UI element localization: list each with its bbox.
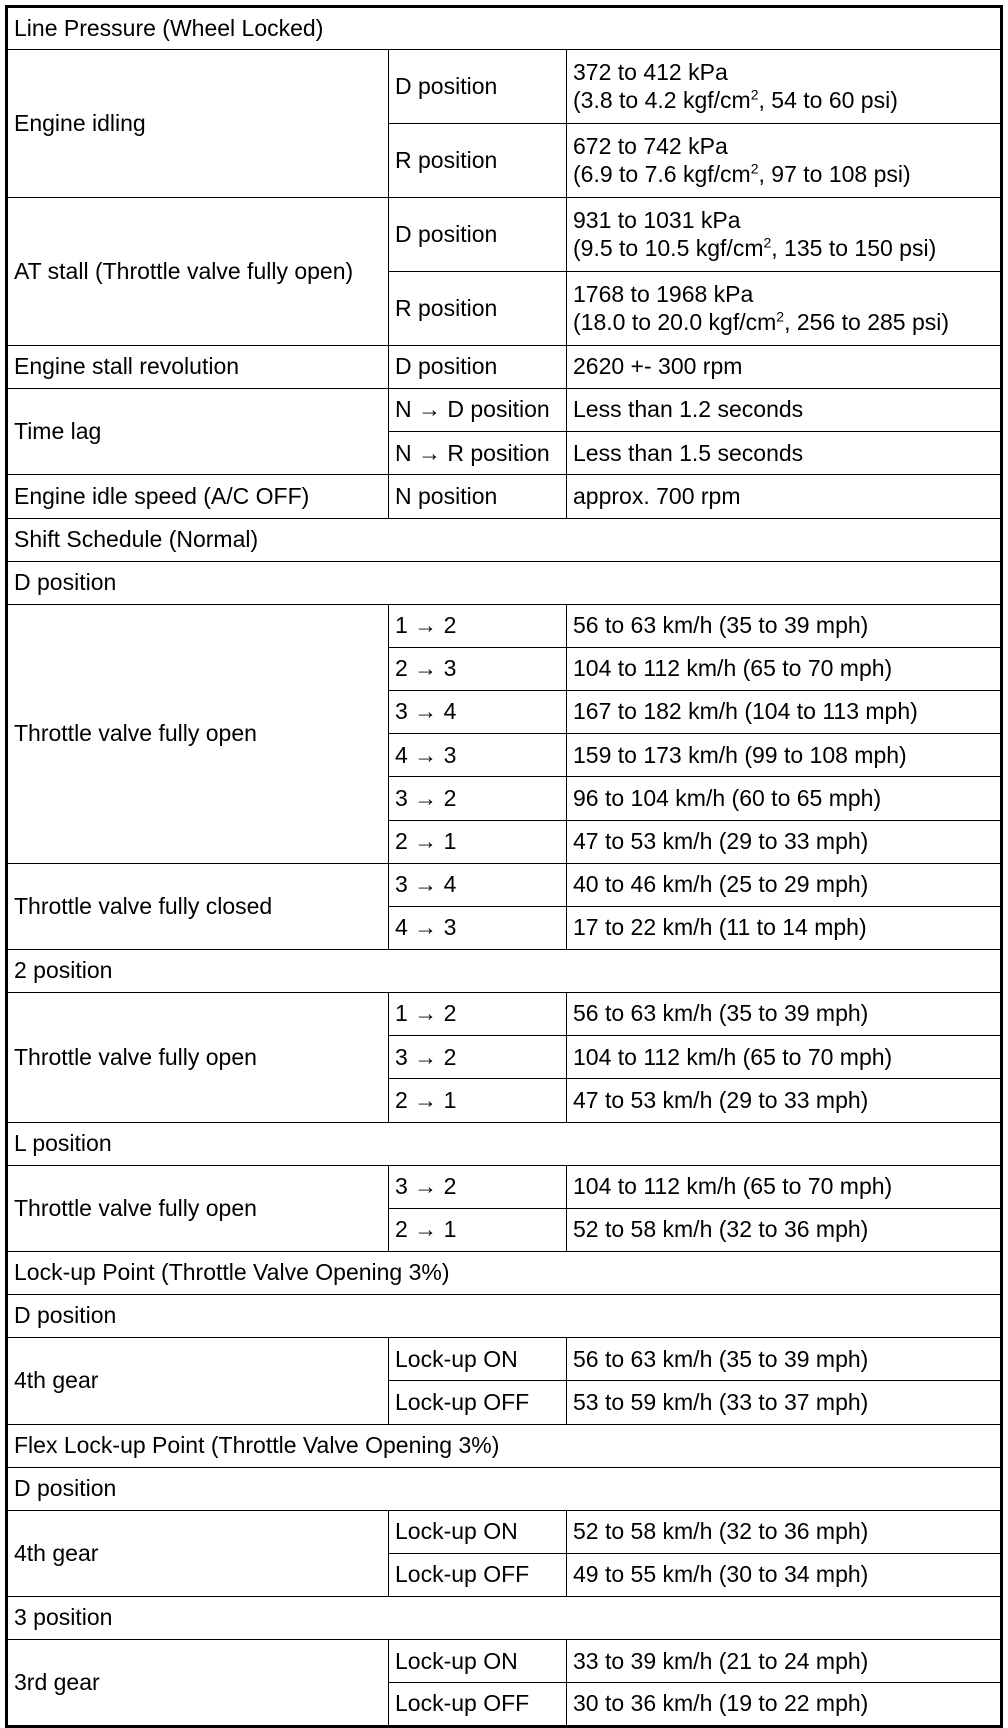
section-header-row <box>7 7 1002 50</box>
subsection-header-row <box>7 1597 1002 1640</box>
shift-schedule-header: Shift Schedule (Normal) <box>7 518 1002 561</box>
lockup-state-cell: Lock-up OFF <box>389 1683 567 1727</box>
shift-cell: 2 → 1 <box>389 1079 567 1122</box>
table-row <box>7 1510 1002 1553</box>
value-cell: Less than 1.2 seconds <box>567 389 1002 432</box>
shift-cell: 4 → 3 <box>389 906 567 949</box>
line-pressure-header: Line Pressure (Wheel Locked) <box>7 7 1002 50</box>
value-cell: 47 to 53 km/h (29 to 33 mph) <box>567 1079 1002 1122</box>
shift-cell: 1 → 2 <box>389 604 567 647</box>
value-cell: 33 to 39 km/h (21 to 24 mph) <box>567 1640 1002 1683</box>
value-cell: 53 to 59 km/h (33 to 37 mph) <box>567 1381 1002 1424</box>
subsection-header-row <box>7 949 1002 992</box>
lockup-state-cell: Lock-up OFF <box>389 1381 567 1424</box>
subsection-header-row <box>7 1122 1002 1165</box>
position-cell: N → D position <box>389 389 567 432</box>
table-row <box>7 346 1002 389</box>
table-row <box>7 604 1002 647</box>
value-cell: 56 to 63 km/h (35 to 39 mph) <box>567 604 1002 647</box>
idle-speed-label: Engine idle speed (A/C OFF) <box>7 475 389 518</box>
at-stall-label: AT stall (Throttle valve fully open) <box>7 198 389 346</box>
shift-cell: 3 → 4 <box>389 863 567 906</box>
position-cell: N → R position <box>389 432 567 475</box>
value-cell: 104 to 112 km/h (65 to 70 mph) <box>567 1165 1002 1208</box>
throttle-open-label: Throttle valve fully open <box>7 604 389 863</box>
value-cell: 1768 to 1968 kPa (18.0 to 20.0 kgf/$cm^2$, 256 to 285 psi) <box>567 272 1002 346</box>
value-cell: 47 to 53 km/h (29 to 33 mph) <box>567 820 1002 863</box>
two-position-header: 2 position <box>7 949 1002 992</box>
value-cell: 104 to 112 km/h (65 to 70 mph) <box>567 648 1002 691</box>
time-lag-label: Time lag <box>7 389 389 475</box>
table-row <box>7 993 1002 1036</box>
value-cell: 52 to 58 km/h (32 to 36 mph) <box>567 1510 1002 1553</box>
position-cell: R position <box>389 124 567 198</box>
value-cell: 104 to 112 km/h (65 to 70 mph) <box>567 1036 1002 1079</box>
value-cell: 167 to 182 km/h (104 to 113 mph) <box>567 691 1002 734</box>
section-header-row <box>7 1424 1002 1467</box>
value-cell: 49 to 55 km/h (30 to 34 mph) <box>567 1553 1002 1596</box>
value-cell: 2620 +- 300 rpm <box>567 346 1002 389</box>
gear-label: 4th gear <box>7 1510 389 1596</box>
shift-cell: 3 → 4 <box>389 691 567 734</box>
value-cell: 40 to 46 km/h (25 to 29 mph) <box>567 863 1002 906</box>
value-cell: 96 to 104 km/h (60 to 65 mph) <box>567 777 1002 820</box>
table-row <box>7 50 1002 124</box>
spec-table <box>5 5 1003 1728</box>
subsection-header-row <box>7 1295 1002 1338</box>
lockup-state-cell: Lock-up ON <box>389 1338 567 1381</box>
throttle-closed-label: Throttle valve fully closed <box>7 863 389 949</box>
shift-cell: 4 → 3 <box>389 734 567 777</box>
subsection-header-row <box>7 561 1002 604</box>
value-cell: Less than 1.5 seconds <box>567 432 1002 475</box>
position-cell: D position <box>389 346 567 389</box>
lockup-d-header: D position <box>7 1295 1002 1338</box>
shift-cell: 2 → 3 <box>389 648 567 691</box>
table-row <box>7 198 1002 272</box>
position-cell: D position <box>389 50 567 124</box>
lockup-state-cell: Lock-up ON <box>389 1510 567 1553</box>
engine-idling-label: Engine idling <box>7 50 389 198</box>
position-cell: R position <box>389 272 567 346</box>
value-cell: 56 to 63 km/h (35 to 39 mph) <box>567 993 1002 1036</box>
table-row <box>7 1338 1002 1381</box>
gear-label: 4th gear <box>7 1338 389 1424</box>
section-header-row <box>7 518 1002 561</box>
value-cell: approx. 700 rpm <box>567 475 1002 518</box>
lockup-state-cell: Lock-up ON <box>389 1640 567 1683</box>
position-cell: N position <box>389 475 567 518</box>
value-cell: 17 to 22 km/h (11 to 14 mph) <box>567 906 1002 949</box>
value-cell: 30 to 36 km/h (19 to 22 mph) <box>567 1683 1002 1727</box>
shift-cell: 1 → 2 <box>389 993 567 1036</box>
l-position-header: L position <box>7 1122 1002 1165</box>
section-header-row <box>7 1251 1002 1294</box>
flex-lockup-header: Flex Lock-up Point (Throttle Valve Opening 3%) <box>7 1424 1002 1467</box>
engine-stall-label: Engine stall revolution <box>7 346 389 389</box>
value-cell: 672 to 742 kPa (6.9 to 7.6 kgf/$cm^2$, 97 to 108 psi) <box>567 124 1002 198</box>
value-cell: 159 to 173 km/h (99 to 108 mph) <box>567 734 1002 777</box>
shift-cell: 3 → 2 <box>389 1036 567 1079</box>
lockup-state-cell: Lock-up OFF <box>389 1553 567 1596</box>
subsection-header-row <box>7 1467 1002 1510</box>
flex-three-header: 3 position <box>7 1597 1002 1640</box>
table-row <box>7 863 1002 906</box>
table-row <box>7 475 1002 518</box>
shift-cell: 3 → 2 <box>389 777 567 820</box>
table-row <box>7 1640 1002 1683</box>
gear-label: 3rd gear <box>7 1640 389 1727</box>
throttle-open-label: Throttle valve fully open <box>7 993 389 1122</box>
value-cell: 372 to 412 kPa (3.8 to 4.2 kgf/$cm^2$, 54 to 60 psi) <box>567 50 1002 124</box>
flex-d-header: D position <box>7 1467 1002 1510</box>
value-cell: 931 to 1031 kPa (9.5 to 10.5 kgf/$cm^2$, 135 to 150 psi) <box>567 198 1002 272</box>
table-row <box>7 389 1002 432</box>
shift-cell: 3 → 2 <box>389 1165 567 1208</box>
position-cell: D position <box>389 198 567 272</box>
value-cell: 52 to 58 km/h (32 to 36 mph) <box>567 1208 1002 1251</box>
table-row <box>7 1165 1002 1208</box>
shift-cell: 2 → 1 <box>389 1208 567 1251</box>
d-position-header: D position <box>7 561 1002 604</box>
shift-cell: 2 → 1 <box>389 820 567 863</box>
lockup-header: Lock-up Point (Throttle Valve Opening 3%) <box>7 1251 1002 1294</box>
throttle-open-label: Throttle valve fully open <box>7 1165 389 1251</box>
value-cell: 56 to 63 km/h (35 to 39 mph) <box>567 1338 1002 1381</box>
